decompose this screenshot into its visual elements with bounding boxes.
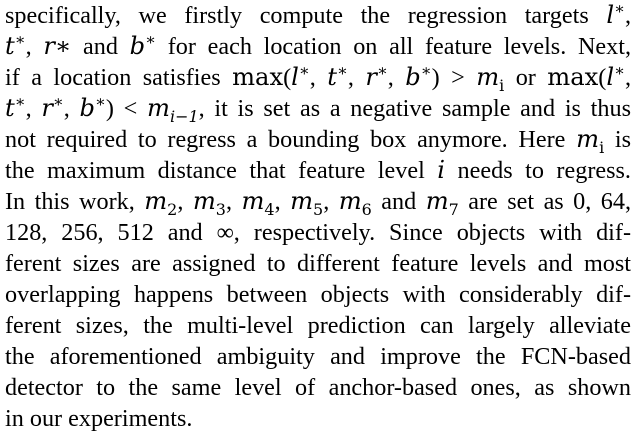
text-line: in our experiments.	[5, 405, 193, 432]
text-line: t∗, r∗, $b^∗) < m_{i-1}$, it is set as a negative sample and is thus	[5, 93, 631, 126]
text-line: specifically, we firstly compute the regression targets l∗,	[5, 0, 631, 29]
text-line: the aforementioned ambiguity and improve the FCN-based	[5, 343, 631, 370]
text-line: detector to the same level of anchor-based ones, as shown	[5, 374, 631, 401]
text-line: the maximum distance that feature level i needs to regress.	[5, 156, 631, 184]
text-line: not required to regress a bounding box anymore. Here $m_i$ is	[5, 125, 632, 157]
text-line: t∗, r∗ and b∗ for each location on all feature levels. Next,	[5, 31, 632, 60]
text-line: 128, 256, 512 and ∞, respectively. Since objects with dif-	[5, 219, 631, 246]
text-line: ferent sizes, the multi-level prediction can largely alleviate	[5, 312, 631, 339]
text-line: In this work, $m_2$, $m_3$, $m_4$, $m_5$, $m_6$ and $m_7$ are set as 0, 64,	[5, 187, 632, 219]
text-line: if a location satisfies max(l∗, t∗, r∗, $b^∗) > m_i$ or max(l∗,	[5, 62, 632, 95]
text-line: ferent sizes are assigned to different feature levels and most	[5, 250, 631, 277]
text-line: overlapping happens between objects with considerably dif-	[5, 281, 631, 308]
